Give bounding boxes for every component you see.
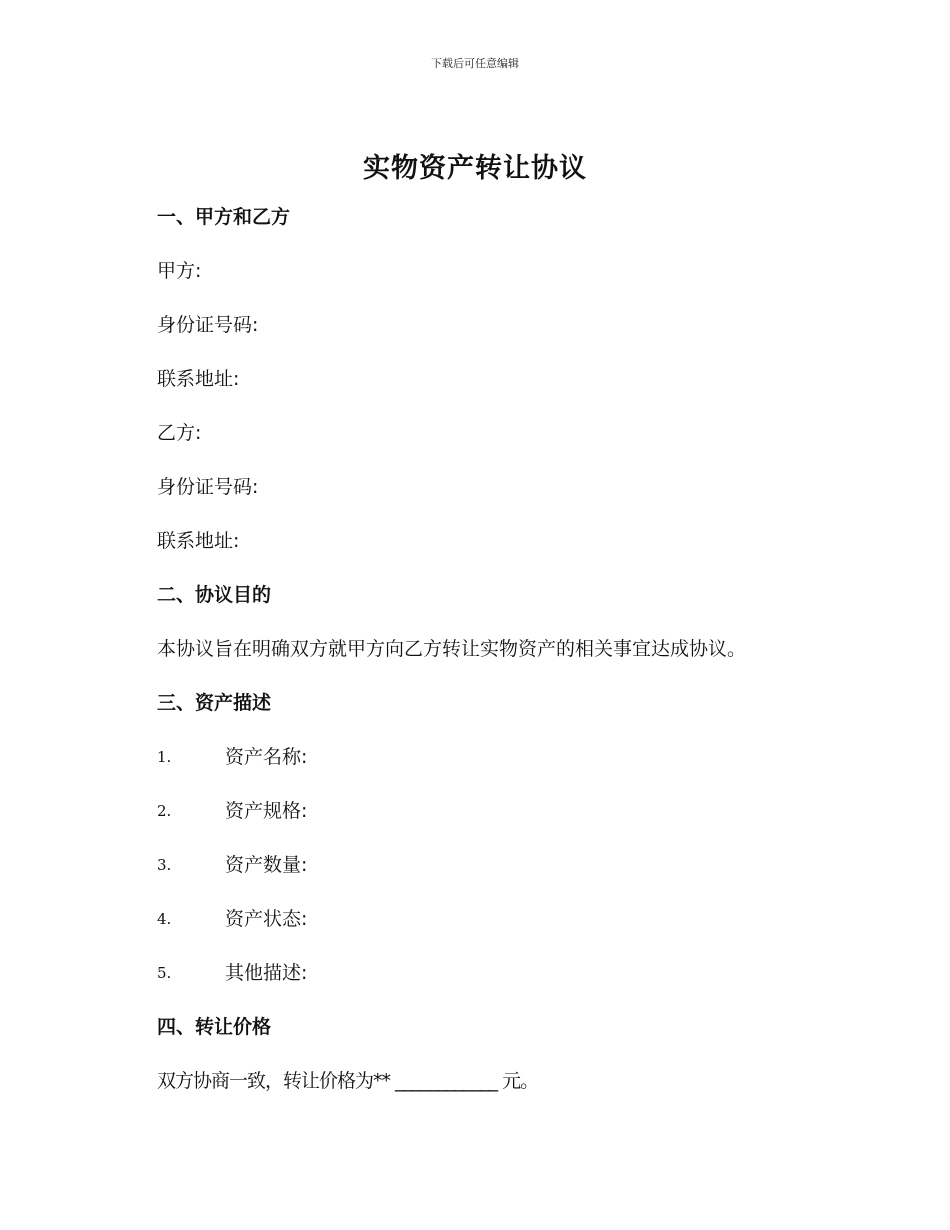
list-item bbox=[157, 892, 857, 946]
header-note: 下载后可任意编辑 bbox=[431, 57, 519, 70]
list-item bbox=[157, 838, 857, 892]
document-title: 实物资产转让协议 bbox=[363, 153, 587, 184]
asset-other-label: 其他描述: bbox=[225, 962, 308, 984]
purpose-text: 本协议旨在明确双方就甲方向乙方转让实物资产的相关事宜达成协议。 bbox=[157, 638, 747, 660]
list-number: 3. bbox=[157, 856, 172, 874]
list-item bbox=[157, 784, 857, 838]
list-number: 5. bbox=[157, 964, 172, 982]
list-item bbox=[157, 730, 857, 784]
section-heading-purpose: 二、协议目的 bbox=[157, 584, 272, 606]
list-number: 4. bbox=[157, 910, 172, 928]
asset-name-label: 资产名称: bbox=[225, 746, 308, 768]
party-b-address-line: 联系地址: bbox=[157, 530, 240, 552]
party-a-id-line: 身份证号码: bbox=[157, 314, 259, 336]
list-number: 1. bbox=[157, 748, 172, 766]
asset-spec-label: 资产规格: bbox=[225, 800, 308, 822]
price-text: 双方协商一致，转让价格为** ____________ 元。 bbox=[157, 1070, 539, 1092]
list-item bbox=[157, 946, 857, 1000]
list-number: 2. bbox=[157, 802, 172, 820]
party-b-line: 乙方: bbox=[157, 422, 202, 444]
section-heading-assets: 三、资产描述 bbox=[157, 692, 272, 714]
section-heading-parties: 一、甲方和乙方 bbox=[157, 206, 291, 228]
party-b-id-line: 身份证号码: bbox=[157, 476, 259, 498]
party-a-line: 甲方: bbox=[157, 260, 202, 282]
section-heading-price: 四、转让价格 bbox=[157, 1016, 272, 1038]
party-a-address-line: 联系地址: bbox=[157, 368, 240, 390]
asset-quantity-label: 资产数量: bbox=[225, 854, 308, 876]
asset-status-label: 资产状态: bbox=[225, 908, 308, 930]
document-body bbox=[157, 148, 857, 1108]
